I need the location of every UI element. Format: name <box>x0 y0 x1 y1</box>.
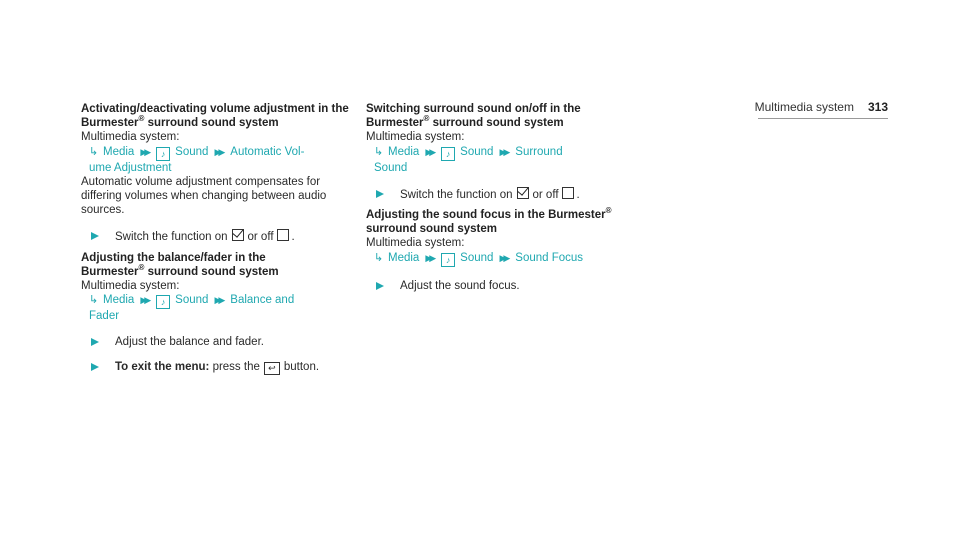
heading-sound-focus-cont: surround sound system <box>366 223 497 236</box>
heading-surround-sound: Switching surround sound on/off in the <box>366 103 581 115</box>
bullet-triangle-icon <box>91 338 99 346</box>
path-sound[interactable]: Sound <box>175 294 209 307</box>
menu-path-surround[interactable] <box>374 145 638 175</box>
step-switch-function: Switch the function on or off . <box>366 187 638 202</box>
music-note-icon: ♪ <box>156 295 170 309</box>
path-target[interactable]: Automatic Vol- <box>230 145 305 158</box>
path-target-cont[interactable]: Sound <box>374 161 408 174</box>
heading-volume-adjustment: Activating/deactivating volume adjustment in the Burmester® surround sound system <box>81 103 349 130</box>
intro-text: Multimedia system: <box>81 131 180 144</box>
path-sound[interactable]: Sound <box>175 145 209 158</box>
path-target-cont[interactable]: ume Adjustment <box>89 161 172 174</box>
path-media[interactable]: Media <box>388 251 420 264</box>
checkbox-checked-icon <box>232 229 244 241</box>
double-chevron-icon: ▶▶ <box>499 146 508 157</box>
music-note-icon: ♪ <box>156 147 170 161</box>
path-media[interactable]: Media <box>103 294 135 307</box>
path-media[interactable]: Media <box>388 145 420 158</box>
music-note-icon: ♪ <box>441 147 455 161</box>
double-chevron-icon: ▶▶ <box>425 146 434 157</box>
double-chevron-icon: ▶▶ <box>214 146 223 157</box>
checkbox-checked-icon <box>517 187 529 199</box>
heading-balance-fader-cont: Burmester® surround sound system <box>81 263 279 278</box>
music-note-icon: ♪ <box>441 253 455 267</box>
menu-path-arrow-icon: ↳ <box>89 294 99 307</box>
bullet-triangle-icon <box>376 190 384 198</box>
path-media[interactable]: Media <box>103 145 135 158</box>
intro-text: Multimedia system: <box>81 280 180 293</box>
menu-path-arrow-icon: ↳ <box>374 145 384 158</box>
column-left <box>81 102 353 375</box>
section-title: Multimedia system <box>754 100 854 114</box>
path-target[interactable]: Surround <box>515 145 563 158</box>
description-text: Automatic volume adjustment compensates for differing volumes when changing between audio sources. <box>81 175 327 217</box>
path-target[interactable]: Balance and <box>230 294 295 307</box>
path-sound[interactable]: Sound <box>460 251 494 264</box>
back-button-icon: ↩ <box>264 362 280 375</box>
checkbox-unchecked-icon <box>562 187 574 199</box>
double-chevron-icon: ▶▶ <box>140 295 149 306</box>
column-right <box>366 102 638 293</box>
page-number: 313 <box>867 100 888 114</box>
step-adjust-balance: Adjust the balance and fader. <box>81 335 353 349</box>
bullet-triangle-icon <box>91 363 99 371</box>
bullet-triangle-icon <box>376 282 384 290</box>
double-chevron-icon: ▶▶ <box>425 252 434 263</box>
heading-balance-fader: Adjusting the balance/fader in the <box>81 251 266 264</box>
path-target[interactable]: Sound Focus <box>515 251 584 264</box>
menu-path-arrow-icon: ↳ <box>89 145 99 158</box>
heading-surround-sound-cont: Burmester® surround sound system <box>366 114 564 130</box>
bullet-triangle-icon <box>91 232 99 240</box>
step-switch-function: Switch the function on or off . <box>81 229 353 244</box>
step-exit-menu: To exit the menu: press the ↩ button. <box>81 360 353 375</box>
menu-path-balance[interactable] <box>89 293 353 323</box>
page-header <box>755 100 888 114</box>
header-rule <box>758 118 888 119</box>
double-chevron-icon: ▶▶ <box>214 295 223 306</box>
intro-text: Multimedia system: <box>366 131 465 144</box>
path-target-cont[interactable]: Fader <box>89 310 120 323</box>
intro-text: Multimedia system: <box>366 237 465 250</box>
double-chevron-icon: ▶▶ <box>499 252 508 263</box>
step-adjust-focus: Adjust the sound focus. <box>366 279 638 293</box>
heading-sound-focus: Adjusting the sound focus in the Burmester® <box>366 206 612 222</box>
checkbox-unchecked-icon <box>277 229 289 241</box>
menu-path-volume[interactable] <box>89 145 353 175</box>
menu-path-arrow-icon: ↳ <box>374 251 384 264</box>
menu-path-sound-focus[interactable] <box>374 251 638 267</box>
double-chevron-icon: ▶▶ <box>140 146 149 157</box>
path-sound[interactable]: Sound <box>460 145 494 158</box>
